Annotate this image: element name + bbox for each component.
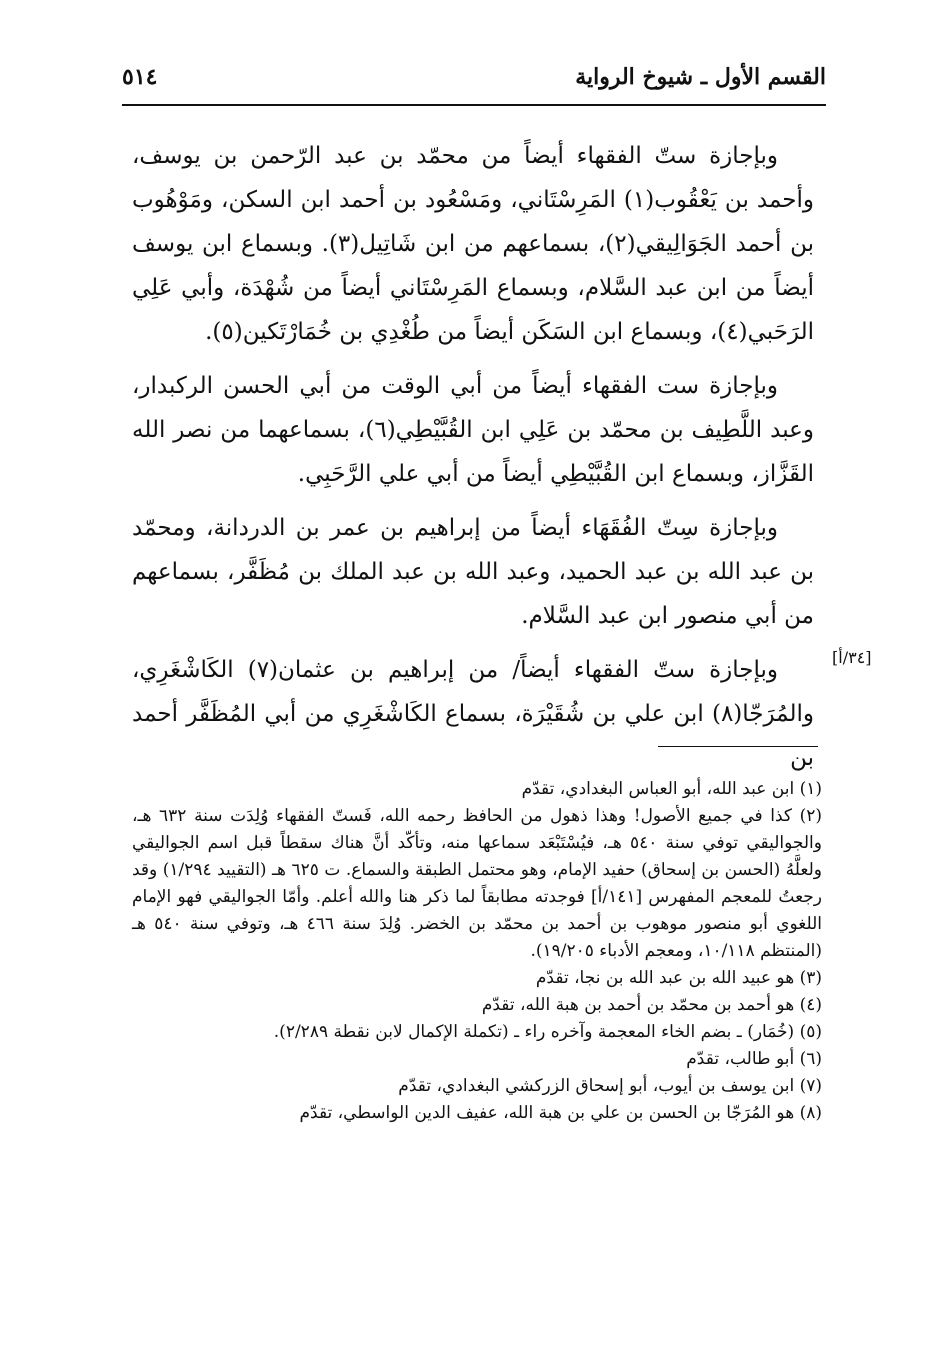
footnote: (٦) أبو طالب، تقدّم	[686, 1049, 822, 1069]
footnote: (٢) كذا في جميع الأصول! وهذا ذهول من الحافظ رحمه الله، فَستّ الفقهاء وُلِدَت سنة ٦٣٢ هـ، والجواليقي توفي سنة ٥٤٠ هـ، فيُسْتَبْعَد سماعها منه، وتأكّد أنَّ هناك سقطاً قبل اسم الجواليقي ولعلَّهُ (الحسن بن إسحاق) حفيد الإمام، وهو محتمل الطبقة والسماع. ت ٦٢٥ هـ (التقييد ١/٢٩٤) وقد رجعتُ للمعجم المفهرس [١٤١/أ] فوجدته مطابقاً لما ذكر هنا والله أعلم. وأمّا الجواليقي فهو الإمام اللغوي أبو منصور موهوب بن أحمد بن محمّد بن الخضر. وُلِدَ سنة ٤٦٦ هـ، وتوفي سنة ٥٤٠ هـ (المنتظم ١٠/١١٨، ومعجم الأدباء ١٩/٢٠٥).	[132, 806, 823, 961]
margin-folio-reference: [٣٤/أ]	[832, 648, 872, 667]
paragraph: وبإجازة ستّ الفقهاء أيضاً/ من إبراهيم بن عثمان(٧) الكَاشْغَرِي، والمُرَجّا(٨) ابن علي بن شُقَيْرَة، بسماع الكَاشْغَرِي من أبي المُظَفَّر أحمد بن	[132, 657, 814, 771]
footnote: (٧) ابن يوسف بن أيوب، أبو إسحاق الزركشي البغدادي، تقدّم	[398, 1076, 822, 1096]
paragraph: وبإجازة ستّ الفقهاء أيضاً من محمّد بن عبد الرّحمن بن يوسف، وأحمد بن يَعْقُوب(١) المَرِسْتَاني، ومَسْعُود بن أحمد ابن السكن، ومَوْهُوب بن أحمد الجَوَالِيقي(٢)، بسماعهم من ابن شَاتِيل(٣). وبسماع ابن يوسف أيضاً من ابن عبد السَّلام، وبسماع المَرِسْتَاني أيضاً من شُهْدَة، وأبي عَلِي الرَحَبي(٤)، وبسماع ابن السَكَن أيضاً من طُغْدِي بن خُمَارْتَكين(٥).	[132, 143, 814, 345]
footnotes	[132, 776, 822, 1127]
footnote: (٥) (خُمَار) ـ بضم الخاء المعجمة وآخره راء ـ (تكملة الإكمال لابن نقطة ٢/٢٨٩).	[273, 1022, 822, 1042]
header-rule	[122, 104, 826, 106]
main-text	[132, 134, 814, 790]
running-title: القسم الأول ـ شيوخ الرواية	[575, 64, 826, 90]
footnote: (٨) هو المُرَجّا بن الحسن بن علي بن هبة الله، عفيف الدين الواسطي، تقدّم	[299, 1103, 822, 1123]
paragraph: وبإجازة سِتّ الفُقَهَاء أيضاً من إبراهيم بن عمر بن الدردانة، ومحمّد بن عبد الله بن عبد الحميد، وعبد الله بن عبد الملك بن مُظَفَّر، بسماعهم من أبي منصور ابن عبد السَّلام.	[132, 515, 814, 629]
footnote: (٤) هو أحمد بن محمّد بن أحمد بن هبة الله، تقدّم	[481, 995, 822, 1015]
footnote-separator	[658, 746, 818, 747]
page-number: ٥١٤	[122, 64, 158, 90]
paragraph: وبإجازة ست الفقهاء أيضاً من أبي الوقت من أبي الحسن الركبدار، وعبد اللَّطِيف بن محمّد بن عَلِي ابن القُبَّيْطِي(٦)، بسماعهما من نصر الله القَزَّاز، وبسماع ابن القُبَّيْطِي أيضاً من أبي علي الرَّحَبِي.	[132, 373, 814, 487]
footnote: (١) ابن عبد الله، أبو العباس البغدادي، تقدّم	[521, 779, 822, 799]
footnote: (٣) هو عبيد الله بن عبد الله بن نجا، تقدّم	[535, 968, 822, 988]
